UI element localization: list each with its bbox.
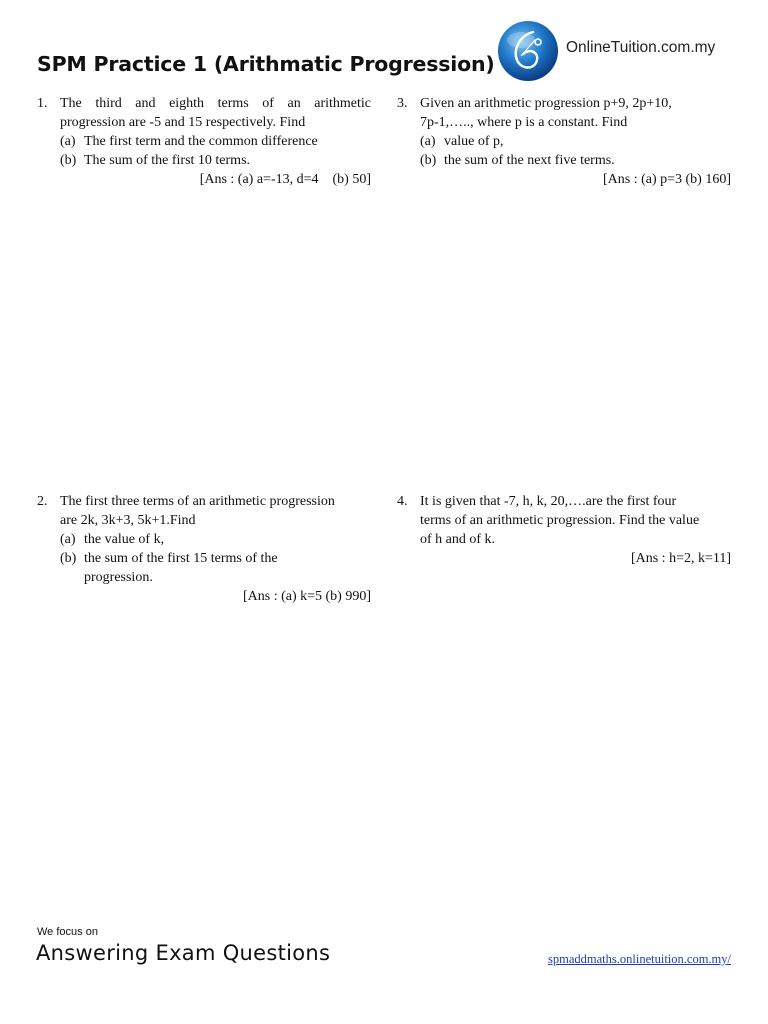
question-text-line: 7p-1,….., where p is a constant. Find — [420, 115, 628, 130]
part-text: the value of k, — [84, 532, 165, 547]
question-text-line: Given an arithmetic progression p+9, 2p+10, — [420, 96, 672, 111]
footer-tagline: Answering Exam Questions — [36, 941, 331, 965]
part-text: value of p, — [444, 134, 504, 149]
footer-focus-text: We focus on — [37, 926, 98, 938]
onlinetuition-logo-icon — [497, 20, 559, 82]
question-number: 4. — [397, 494, 408, 509]
question-part-a — [60, 530, 371, 549]
question-text-line: It is given that -7, h, k, 20,….are the first four — [420, 494, 677, 509]
question-number: 1. — [37, 96, 48, 111]
website-link[interactable]: spmaddmaths.onlinetuition.com.my/ — [548, 952, 731, 966]
question-part-a — [60, 132, 371, 151]
question-text-line: progression are -5 and 15 respectively. Find — [60, 115, 306, 130]
question-text-line: of h and of k. — [420, 532, 496, 547]
part-label: (a) — [60, 532, 76, 547]
brand-name: OnlineTuition.com.my — [566, 39, 716, 56]
answer-text: [Ans : (a) k=5 (b) 990] — [242, 589, 371, 604]
question-number: 2. — [37, 494, 48, 509]
part-text: The sum of the first 10 terms. — [84, 153, 251, 168]
part-label: (b) — [420, 153, 437, 168]
answer-text: [Ans : (a) a=-13, d=4 (b) 50] — [199, 172, 371, 187]
question-text-line: The first three terms of an arithmetic progression — [60, 494, 335, 509]
answer-text: [Ans : (a) p=3 (b) 160] — [602, 172, 731, 187]
question-part-b — [420, 151, 731, 170]
page-title: SPM Practice 1 (Arithmatic Progression) — [37, 52, 495, 76]
part-text: the sum of the first 15 terms of the — [84, 551, 278, 566]
question-part-b — [60, 151, 371, 170]
part-text: the sum of the next five terms. — [444, 153, 615, 168]
part-continuation: progression. — [84, 570, 153, 585]
question-part-b — [60, 549, 371, 568]
part-text: The first term and the common difference — [84, 134, 318, 149]
answer-text: [Ans : h=2, k=11] — [630, 551, 731, 566]
part-label: (b) — [60, 153, 77, 168]
question-text-line: The third and eighth terms of an arithmetic — [60, 96, 371, 111]
part-label: (a) — [60, 134, 76, 149]
part-label: (b) — [60, 551, 77, 566]
question-part-a — [420, 132, 731, 151]
question-number: 3. — [397, 96, 408, 111]
part-label: (a) — [420, 134, 436, 149]
question-text-line: terms of an arithmetic progression. Find the value — [420, 513, 700, 528]
question-text-line: are 2k, 3k+3, 5k+1.Find — [60, 513, 196, 528]
